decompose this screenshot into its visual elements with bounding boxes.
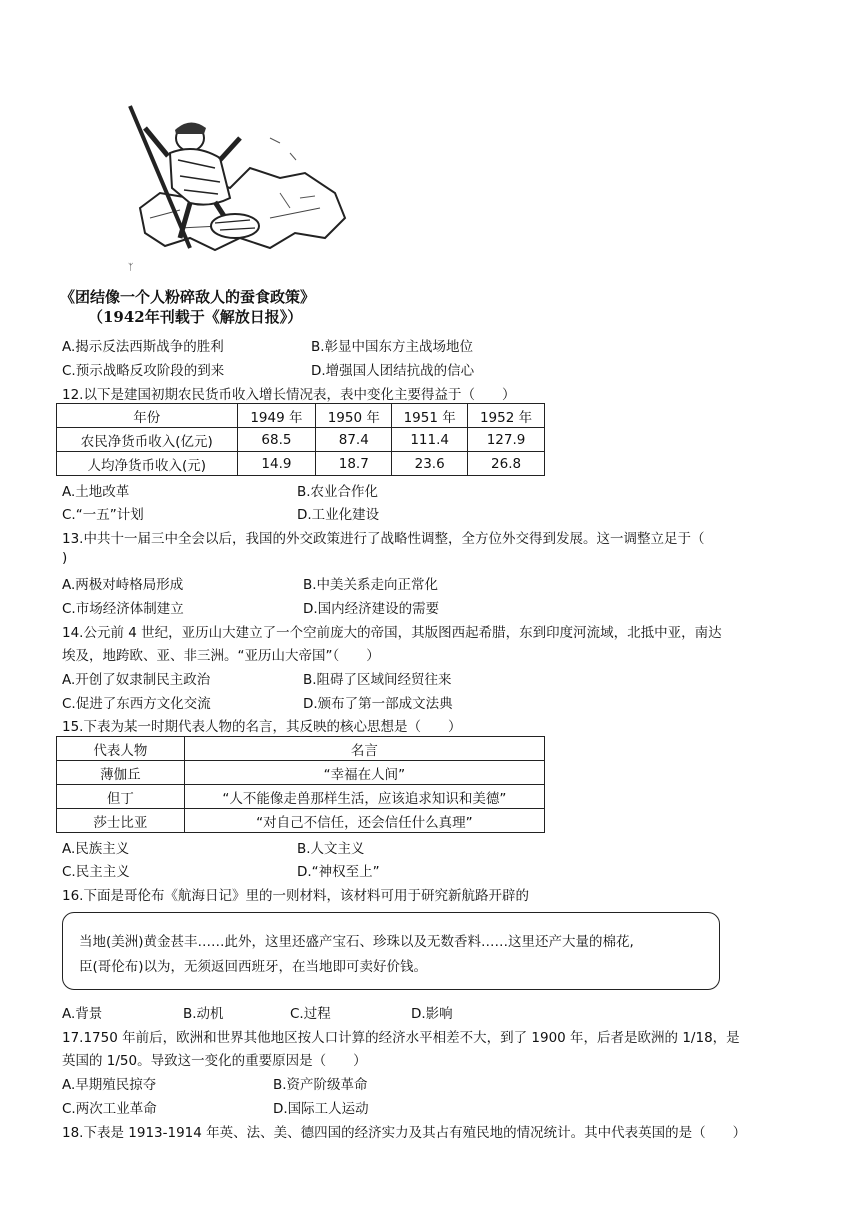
table-header-cell: 1952 年 (468, 404, 545, 428)
table-row (57, 761, 545, 785)
q12-option-c[interactable]: C.“一五”计划 (62, 507, 144, 523)
q17-option-d[interactable]: D.国际工人运动 (273, 1101, 369, 1117)
table-cell: “人不能像走兽那样生活，应该追求知识和美德” (184, 785, 544, 809)
q15-option-d[interactable]: D.“神权至上” (297, 864, 380, 880)
q16-option-a[interactable]: A.背景 (62, 1006, 103, 1022)
q15-option-b[interactable]: B.人文主义 (297, 841, 365, 857)
q12-option-b[interactable]: B.农业合作化 (297, 484, 379, 500)
q12-stem: 12.以下是建国初期农民货币收入增长情况表，表中变化主要得益于（ ） (62, 387, 516, 403)
table-cell: 23.6 (392, 452, 468, 476)
table-header-cell: 名言 (184, 737, 544, 761)
q13-stem: 13.中共十一届三中全会以后，我国的外交政策进行了战略性调整，全方位外交得到发展。这一调整立足于（ (62, 531, 705, 547)
table-header-cell: 1951 年 (392, 404, 468, 428)
q14-option-c[interactable]: C.促进了东西方文化交流 (62, 696, 211, 712)
table-cell: 127.9 (468, 428, 545, 452)
q11-option-d[interactable]: D.增强国人团结抗战的信心 (311, 363, 475, 379)
q17-option-b[interactable]: B.资产阶级革命 (273, 1077, 368, 1093)
table-cell: 68.5 (237, 428, 316, 452)
table-header-cell: 1950 年 (316, 404, 392, 428)
q15-stem: 15.下表为某一时期代表人物的名言，其反映的核心思想是（ ） (62, 719, 462, 735)
table-cell: “对自己不信任，还会信任什么真理” (184, 809, 544, 833)
cartoon-caption-title: 《团结像一个人粉碎敌人的蚕食政策》 (60, 288, 316, 306)
q13-option-d[interactable]: D.国内经济建设的需要 (303, 601, 440, 617)
q14-option-a[interactable]: A.开创了奴隶制民主政治 (62, 672, 211, 688)
q14-stem: 14.公元前 4 世纪，亚历山大建立了一个空前庞大的帝国，其版图西起希腊，东到印度河流域，北抵中亚，南达 (62, 625, 722, 641)
q13-stem-cont: ) (62, 550, 68, 566)
q17-stem-cont: 英国的 1/50。导致这一变化的重要原因是（ ） (62, 1053, 367, 1069)
table-cell: 人均净货币收入(元) (57, 452, 238, 476)
q11-option-a[interactable]: A.揭示反法西斯战争的胜利 (62, 339, 224, 355)
table-row (57, 785, 545, 809)
table-cell: 农民净货币收入(亿元) (57, 428, 238, 452)
q15-option-a[interactable]: A.民族主义 (62, 841, 130, 857)
table-row (57, 809, 545, 833)
table-header-cell: 1949 年 (237, 404, 316, 428)
q17-option-a[interactable]: A.早期殖民掠夺 (62, 1077, 157, 1093)
table-row (57, 452, 545, 476)
table-header-row (57, 737, 545, 761)
table-cell: 18.7 (316, 452, 392, 476)
cartoon-caption-source: （1942年刊载于《解放日报》） (88, 308, 303, 326)
q16-option-c[interactable]: C.过程 (290, 1006, 331, 1022)
table-cell: 14.9 (237, 452, 316, 476)
q12-option-d[interactable]: D.工业化建设 (297, 507, 380, 523)
table-cell: 薄伽丘 (57, 761, 185, 785)
table-row (57, 428, 545, 452)
table-header-cell: 代表人物 (57, 737, 185, 761)
q11-option-c[interactable]: C.预示战略反攻阶段的到来 (62, 363, 225, 379)
q14-stem-cont: 埃及，地跨欧、亚、非三洲。“亚历山大帝国”（ ） (62, 648, 380, 664)
table-cell: 但丁 (57, 785, 185, 809)
q12-option-a[interactable]: A.土地改革 (62, 484, 130, 500)
q15-option-c[interactable]: C.民主主义 (62, 864, 130, 880)
table-cell: 26.8 (468, 452, 545, 476)
q13-option-a[interactable]: A.两极对峙格局形成 (62, 577, 184, 593)
q16-stem: 16.下面是哥伦布《航海日记》里的一则材料，该材料可用于研究新航路开辟的 (62, 888, 529, 904)
svg-text:ᛉ: ᛉ (128, 263, 134, 273)
q18-stem: 18.下表是 1913-1914 年英、法、美、德四国的经济实力及其占有殖民地的情况统计。其中代表英国的是（ ） (62, 1125, 747, 1141)
q17-stem: 17.1750 年前后，欧洲和世界其他地区按人口计算的经济水平相差不大，到了 1900 年，后者是欧洲的 1/18，是 (62, 1030, 740, 1046)
q17-option-c[interactable]: C.两次工业革命 (62, 1101, 157, 1117)
q14-option-b[interactable]: B.阻碍了区域间经贸往来 (303, 672, 452, 688)
table-cell: 111.4 (392, 428, 468, 452)
table-cell: “幸福在人间” (184, 761, 544, 785)
q16-material-text: 当地(美洲)黄金甚丰……此外，这里还盛产宝石、珍珠以及无数香料……这里还产大量的棉花, (79, 934, 634, 950)
table-cell: 87.4 (316, 428, 392, 452)
q16-material-box (62, 912, 720, 990)
q16-material-text-cont: 臣(哥伦布)以为，无须返回西班牙，在当地即可卖好价钱。 (79, 959, 428, 975)
table-header-row (57, 404, 545, 428)
q16-option-d[interactable]: D.影响 (411, 1006, 453, 1022)
q13-option-c[interactable]: C.市场经济体制建立 (62, 601, 184, 617)
q15-table (56, 736, 545, 833)
q14-option-d[interactable]: D.颁布了第一部成文法典 (303, 696, 453, 712)
q12-table (56, 403, 545, 476)
table-cell: 莎士比亚 (57, 809, 185, 833)
cartoon-illustration (120, 98, 360, 278)
q13-option-b[interactable]: B.中美关系走向正常化 (303, 577, 439, 593)
table-header-cell: 年份 (57, 404, 238, 428)
q16-option-b[interactable]: B.动机 (183, 1006, 224, 1022)
q11-option-b[interactable]: B.彰显中国东方主战场地位 (311, 339, 474, 355)
